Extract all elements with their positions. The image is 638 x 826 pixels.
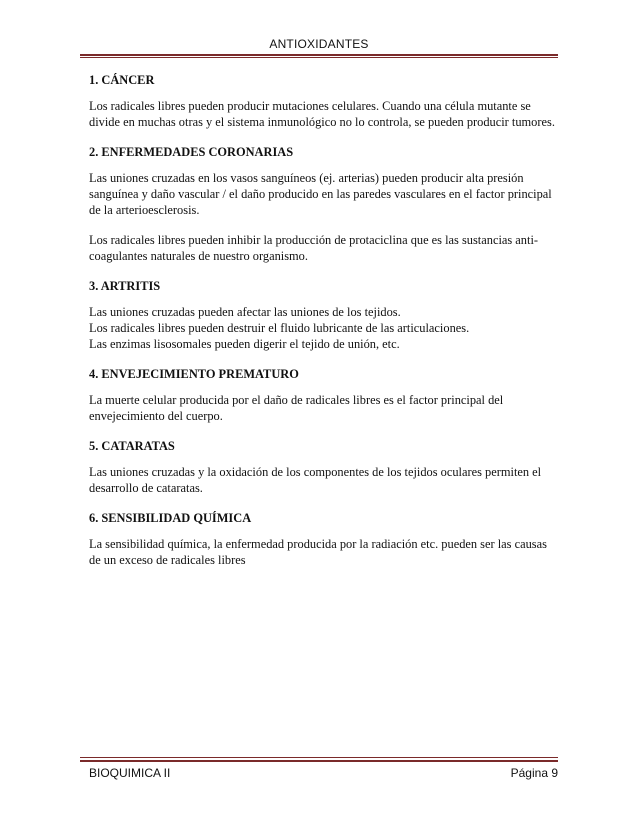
section-cataratas	[89, 438, 559, 496]
section-paragraph: Las uniones cruzadas en los vasos sanguíneos (ej. arterias) pueden producir alta presión sanguínea y daño vascular / el daño producido en las paredes vasculares en el factor principal de la arterioesclerosis.	[89, 171, 552, 217]
section-paragraph: Los radicales libres pueden producir mutaciones celulares. Cuando una célula mutante se divide en muchas otras y el sistema inmunológico no lo controla, se pueden producir tumores.	[89, 99, 555, 129]
section-title: 2. ENFERMEDADES CORONARIAS	[89, 145, 294, 159]
footer-rule-thin	[80, 757, 558, 758]
header-rule	[80, 54, 558, 56]
paragraph-line: Las uniones cruzadas pueden afectar las uniones de los tejidos.	[89, 305, 401, 319]
section-enfermedades-coronarias	[89, 144, 559, 264]
header-title: ANTIOXIDANTES	[269, 37, 369, 51]
header-rule-thin	[80, 57, 558, 58]
section-title: 5. CATARATAS	[89, 439, 175, 453]
section-paragraph	[89, 304, 559, 352]
paragraph-line: Los radicales libres pueden destruir el fluido lubricante de las articulaciones.	[89, 321, 470, 335]
footer-course-name: BIOQUIMICA II	[89, 766, 171, 780]
section-paragraph: Las uniones cruzadas y la oxidación de los componentes de los tejidos oculares permiten el desarrollo de cataratas.	[89, 465, 542, 495]
document-body	[89, 72, 559, 582]
section-sensibilidad-quimica	[89, 510, 559, 568]
section-title: 4. ENVEJECIMIENTO PREMATURO	[89, 367, 299, 381]
footer-rule	[80, 760, 558, 762]
section-artritis	[89, 278, 559, 352]
section-cancer	[89, 72, 559, 130]
section-paragraph: La muerte celular producida por el daño de radicales libres es el factor principal del envejecimiento del cuerpo.	[89, 393, 504, 423]
section-paragraph: La sensibilidad química, la enfermedad producida por la radiación etc. pueden ser las causas de un exceso de radicales libres	[89, 537, 547, 567]
section-paragraph: Los radicales libres pueden inhibir la producción de protaciclina que es las sustancias anti-coagulantes naturales de nuestro organismo.	[89, 233, 539, 263]
section-title: 6. SENSIBILIDAD QUÍMICA	[89, 511, 252, 525]
section-title: 1. CÁNCER	[89, 73, 155, 87]
footer-page-number: Página 9	[510, 766, 558, 780]
section-title: 3. ARTRITIS	[89, 279, 161, 293]
section-envejecimiento-prematuro	[89, 366, 559, 424]
paragraph-line: Las enzimas lisosomales pueden digerir el tejido de unión, etc.	[89, 337, 400, 351]
